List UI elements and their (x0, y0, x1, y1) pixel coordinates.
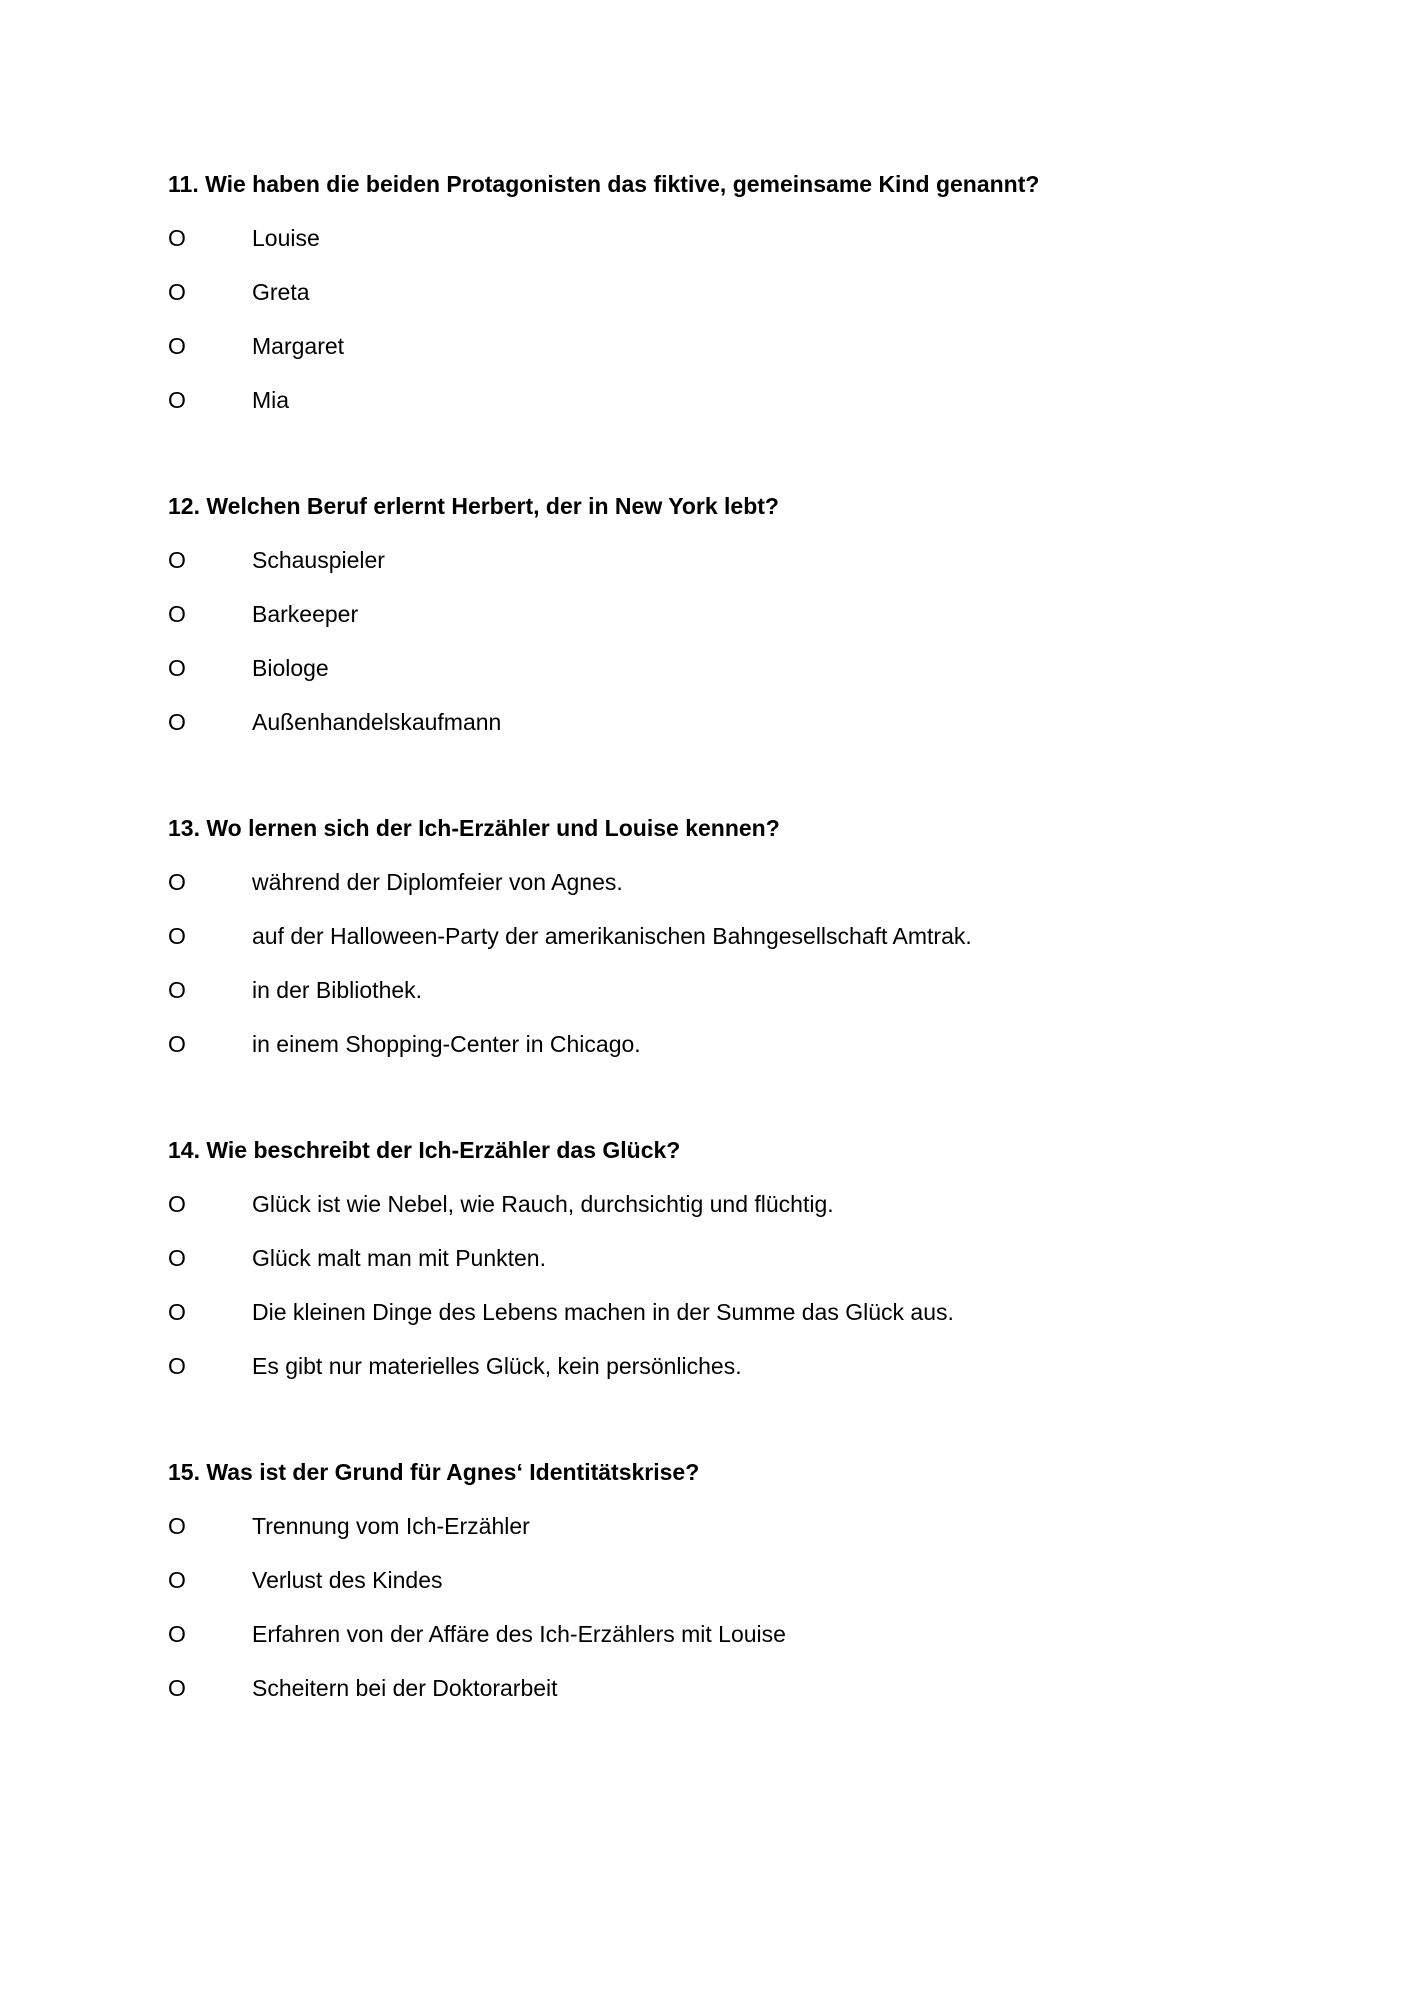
answer-option[interactable] (168, 1510, 1268, 1542)
option-marker[interactable]: O (168, 225, 186, 251)
answer-option[interactable] (168, 330, 1268, 362)
question-15 (168, 1456, 1268, 1726)
option-marker[interactable]: O (168, 387, 186, 413)
question-14 (168, 1134, 1268, 1404)
option-label: Außenhandelskaufmann (252, 709, 502, 735)
answer-option[interactable] (168, 652, 1268, 684)
option-marker[interactable]: O (168, 977, 186, 1003)
answer-option[interactable] (168, 1296, 1268, 1328)
option-marker[interactable]: O (168, 1299, 186, 1325)
answer-option[interactable] (168, 384, 1268, 416)
question-title: 13. Wo lernen sich der Ich-Erzähler und Louise kennen? (168, 815, 780, 841)
option-marker[interactable]: O (168, 1245, 186, 1271)
option-marker[interactable]: O (168, 1031, 186, 1057)
answer-option[interactable] (168, 1028, 1268, 1060)
option-marker[interactable]: O (168, 1567, 186, 1593)
option-label: in der Bibliothek. (252, 977, 423, 1003)
answer-option[interactable] (168, 276, 1268, 308)
option-label: während der Diplomfeier von Agnes. (252, 869, 623, 895)
option-marker[interactable]: O (168, 279, 186, 305)
option-label: Glück ist wie Nebel, wie Rauch, durchsichtig und flüchtig. (252, 1191, 834, 1217)
answer-option[interactable] (168, 706, 1268, 738)
answer-option[interactable] (168, 866, 1268, 898)
option-label: Es gibt nur materielles Glück, kein persönliches. (252, 1353, 742, 1379)
option-label: Mia (252, 387, 290, 413)
answer-option[interactable] (168, 1242, 1268, 1274)
option-label: auf der Halloween-Party der amerikanischen Bahngesellschaft Amtrak. (252, 923, 972, 949)
question-title: 15. Was ist der Grund für Agnes‘ Identitätskrise? (168, 1459, 700, 1485)
option-label: Biologe (252, 655, 329, 681)
option-label: Barkeeper (252, 601, 359, 627)
answer-option[interactable] (168, 222, 1268, 254)
answer-option[interactable] (168, 1672, 1268, 1704)
option-marker[interactable]: O (168, 1191, 186, 1217)
option-label: Trennung vom Ich-Erzähler (252, 1513, 530, 1539)
option-marker[interactable]: O (168, 1675, 186, 1701)
option-label: Die kleinen Dinge des Lebens machen in der Summe das Glück aus. (252, 1299, 954, 1325)
question-title: 14. Wie beschreibt der Ich-Erzähler das Glück? (168, 1137, 681, 1163)
option-label: Verlust des Kindes (252, 1567, 443, 1593)
option-marker[interactable]: O (168, 1513, 186, 1539)
option-label: Scheitern bei der Doktorarbeit (252, 1675, 558, 1701)
question-13 (168, 812, 1268, 1082)
question-11 (168, 168, 1268, 438)
option-label: Schauspieler (252, 547, 385, 573)
option-marker[interactable]: O (168, 869, 186, 895)
option-label: Louise (252, 225, 320, 251)
option-label: Erfahren von der Affäre des Ich-Erzählers mit Louise (252, 1621, 786, 1647)
option-label: in einem Shopping-Center in Chicago. (252, 1031, 641, 1057)
option-marker[interactable]: O (168, 923, 186, 949)
option-marker[interactable]: O (168, 1353, 186, 1379)
option-marker[interactable]: O (168, 1621, 186, 1647)
question-title: 12. Welchen Beruf erlernt Herbert, der in New York lebt? (168, 493, 779, 519)
option-label: Glück malt man mit Punkten. (252, 1245, 546, 1271)
answer-option[interactable] (168, 1350, 1268, 1382)
answer-option[interactable] (168, 1188, 1268, 1220)
question-12 (168, 490, 1268, 760)
answer-option[interactable] (168, 1618, 1268, 1650)
option-marker[interactable]: O (168, 333, 186, 359)
option-marker[interactable]: O (168, 547, 186, 573)
option-label: Greta (252, 279, 310, 305)
option-marker[interactable]: O (168, 601, 186, 627)
answer-option[interactable] (168, 974, 1268, 1006)
option-marker[interactable]: O (168, 709, 186, 735)
question-title: 11. Wie haben die beiden Protagonisten das fiktive, gemeinsame Kind genannt? (168, 171, 1040, 197)
answer-option[interactable] (168, 544, 1268, 576)
option-label: Margaret (252, 333, 345, 359)
answer-option[interactable] (168, 920, 1268, 952)
answer-option[interactable] (168, 598, 1268, 630)
answer-option[interactable] (168, 1564, 1268, 1596)
option-marker[interactable]: O (168, 655, 186, 681)
